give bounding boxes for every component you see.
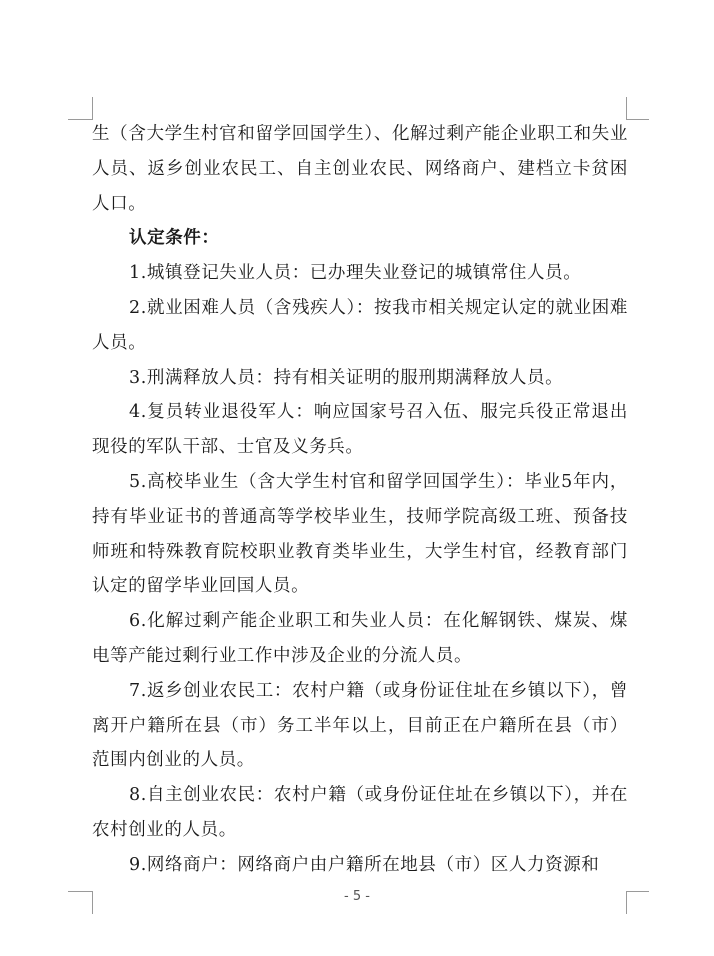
paragraph-item-1: 1.城镇登记失业人员：已办理失业登记的城镇常住人员。	[129, 263, 582, 284]
paragraph-item-7: 7.返乡创业农民工：农村户籍（或身份证住址在乡镇以下），曾离开户籍所在县（市）务工半年以上，目前正在户籍所在县（市）范围内创业的人员。	[92, 680, 628, 771]
paragraph-continuation: 生（含大学生村官和留学回国学生）、化解过剩产能企业职工和失业人员、返乡创业农民工、自主创业农民、网络商户、建档立卡贫困人口。	[92, 124, 628, 214]
crop-mark-top-right	[626, 97, 649, 120]
section-heading: 认定条件：	[129, 228, 220, 249]
paragraph-item-2: 2.就业困难人员（含残疾人）：按我市相关规定认定的就业困难人员。	[92, 297, 628, 353]
crop-mark-top-left	[68, 97, 93, 120]
page-number: - 5 -	[344, 889, 370, 904]
paragraph-item-8: 8.自主创业农民：农村户籍（或身份证住址在乡镇以下），并在农村创业的人员。	[92, 785, 628, 840]
paragraph-item-3: 3.刑满释放人员：持有相关证明的服刑期满释放人员。	[129, 367, 564, 388]
paragraph-item-5: 5.高校毕业生（含大学生村官和留学回国学生）：毕业5年内，持有毕业证书的普通高等学校毕业生，技师学院高级工班、预备技师班和特殊教育院校职业教育类毕业生，大学生村官，经教育部门认定的留学毕业回国人员。	[92, 471, 628, 597]
paragraph-item-4: 4.复员转业退役军人：响应国家号召入伍、服完兵役正常退出现役的军队干部、士官及义务兵。	[92, 402, 628, 458]
document-body	[92, 117, 628, 883]
paragraph-item-9: 9.网络商户：网络商户由户籍所在地县（市）区人力资源和	[129, 854, 600, 875]
paragraph-item-6: 6.化解过剩产能企业职工和失业人员：在化解钢铁、煤炭、煤电等产能过剩行业工作中涉及企业的分流人员。	[92, 611, 628, 666]
